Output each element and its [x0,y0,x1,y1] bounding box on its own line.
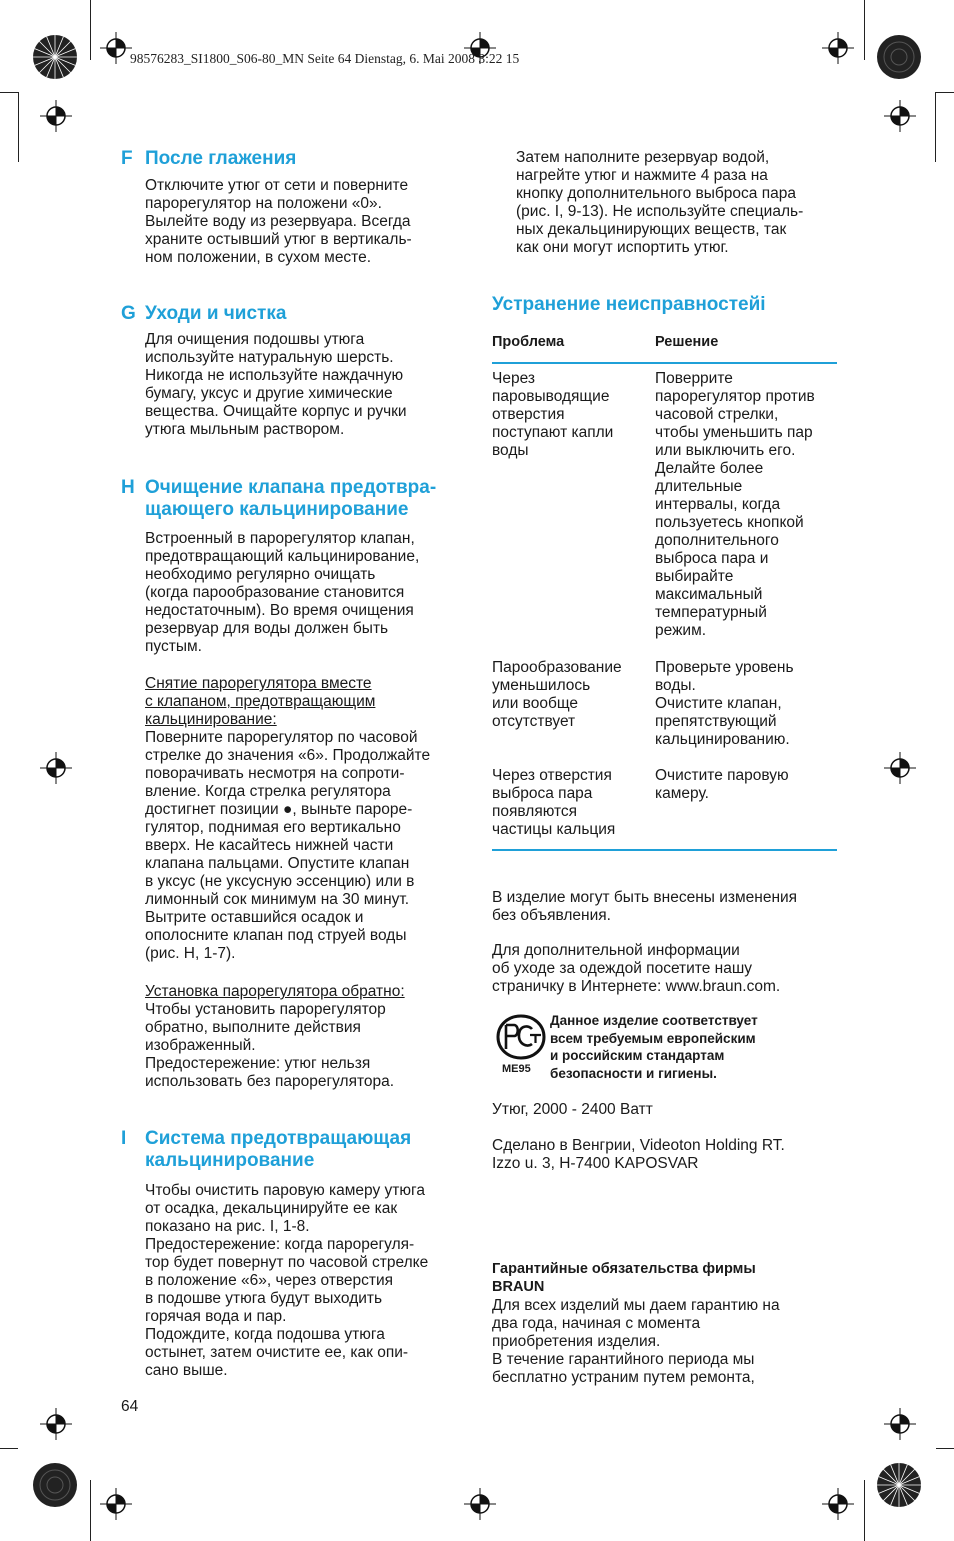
starburst-target-icon [32,1462,78,1508]
power-rating: Утюг, 2000 - 2400 Ватт [492,1101,653,1118]
section-title: После глажения [145,148,297,169]
registration-mark-icon [884,1408,916,1440]
registration-mark-icon [464,1488,496,1520]
registration-mark-icon [40,1408,72,1440]
removal-text-b: , выньте пароре- гулятор, поднимая его вертикально вверх. Не касайтесь нижней части клапана пальцами. Опустите клапан в уксус (не уксусную эссенцию) или в лимонный сок минимум на 30 минут. Вытрите оставшийся осадок и ополосните клапан под струей воды (рис. H, 1-7). [145,801,415,962]
pct-logo-icon [494,1012,548,1062]
starburst-target-icon [876,1462,922,1508]
notice-more-info: Для дополнительной информации об уходе за одеждой посетите нашу страничку в Интернете: www.braun.com. [492,942,781,995]
section-g-body: Для очищения подошвы утюга используйте натуральную шерсть. Никогда не используйте наждачную бумагу, уксус и другие химические вещества. Очищайте корпус и ручки утюга мыльным раствором. [145,331,407,438]
section-g-heading [121,303,481,325]
problem-cell: Через отверстия выброса пара появляются частицы кальция [492,767,616,838]
removal-text-a: Поверните парорегулятор по часовой стрелке до значения «6». Продолжайте поворачивать несмотря на сопроти- вление. Когда стрелка регулятора достигнет позиции [145,729,431,818]
cert-code: ME95 [502,1063,531,1075]
installation-subheading: Установка парорегулятора обратно: [145,983,405,1000]
guarantee-body: Для всех изделий мы даем гарантию на два года, начиная с момента приобретения изделия. В течение гарантийного периода мы бесплатно устраним путем ремонта, [492,1297,780,1386]
section-letter: H [121,477,135,498]
section-title: Система предотвращающая кальцинирование [145,1128,412,1171]
section-title: Очищение клапана предотвра- щающего кальцинирование [145,477,437,520]
section-f-heading [121,148,481,170]
notice-changes: В изделие могут быть внесены изменения без объявления. [492,889,798,924]
page-number: 64 [121,1398,139,1415]
table-bottom-rule [492,849,837,851]
registration-mark-icon [822,32,854,64]
installation-instructions: Чтобы установить парорегулятор обратно, выполните действия изображенный. Предостережение: утюг нельзя использовать без парорегулятора. [145,1001,395,1090]
column-header-solution: Решение [655,334,719,350]
registration-mark-icon [100,1488,132,1520]
registration-mark-icon [884,752,916,784]
job-slug-line: 98576283_SI1800_S06-80_MN Seite 64 Dienstag, 6. Mai 2008 3:22 15 [130,51,520,66]
solution-cell: Поверрите парорегулятор против часовой стрелки, чтобы уменьшить пар или выключить его. Делайте более длительные интервалы, когда пользуетесь кнопкой дополнительного выброса пара и выбирайте максимальный температурный режим. [655,370,815,639]
removal-instructions [145,729,475,963]
registration-mark-icon [40,100,72,132]
registration-mark-icon [100,32,132,64]
section-letter: I [121,1128,127,1149]
pct-certification-logo [494,1012,550,1078]
filled-dot-icon: ● [283,801,293,818]
section-i-body: Чтобы очистить паровую камеру утюга от осадка, декальцинируйте ее как показано на рис. I, 1-8. Предостережение: когда парорегуля- тор будет повернут по часовой стрелке в положение «6», через отверстия в подошве утюга будут выходить горячая вода и пар. Подождите, когда подошва утюга остынет, затем очистите ее, как опи- сано выше. [145,1182,429,1379]
section-f-body: Отключите утюг от сети и поверните парорегулятор на положени «0». Вылейте воду из резервуара. Всегда храните остывший утюг в вертикаль- ном положении, в сухом месте. [145,177,412,266]
removal-subheading: Снятие парорегулятора вместе с клапаном, предотвращающим кальцинирование: [145,675,376,728]
section-h-heading [121,477,481,523]
section-letter: G [121,303,136,324]
column-header-problem: Проблема [492,334,565,350]
problem-cell: Через паровыводящие отверстия поступают капли воды [492,370,614,459]
registration-mark-icon [40,752,72,784]
manufacturer-address: Сделано в Венгрии, Videoton Holding RT. Izzo u. 3, H-7400 KAPOSVAR [492,1137,785,1172]
table-header-rule [492,362,837,364]
registration-mark-icon [822,1488,854,1520]
cert-statement: Данное изделие соответствует всем требуемым европейским и российским стандартам безопасности и гигиены. [550,1013,758,1081]
registration-mark-icon [884,100,916,132]
problem-cell: Парообразование уменьшилось или вообще отсутствует [492,659,622,730]
section-i-heading [121,1128,481,1174]
guarantee-title: Гарантийные обязательства фирмы BRAUN [492,1261,756,1295]
starburst-target-icon [876,34,922,80]
section-title: Уходи и чистка [145,303,287,324]
solution-cell: Проверьте уровень воды. Очистите клапан, препятствующий кальцинированию. [655,659,794,748]
solution-cell: Очистите паровую камеру. [655,767,789,802]
troubleshooting-title: Устранение неисправностейі [492,294,766,315]
right-intro-text: Затем наполните резервуар водой, нагрейте утюг и нажмите 4 раза на кнопку дополнительного выброса пара (рис. I, 9-13). Не используйте специаль- ных декальцинирующих веществ, так как они могут испортить утюг. [516,149,804,256]
section-h-body: Встроенный в парорегулятор клапан, предотвращающий кальцинирование, необходимо регулярно очищать (когда парообразование становится недостаточным). Во время очищения резервуар для воды должен быть пустым. [145,530,420,655]
starburst-target-icon [32,34,78,80]
section-letter: F [121,148,133,169]
